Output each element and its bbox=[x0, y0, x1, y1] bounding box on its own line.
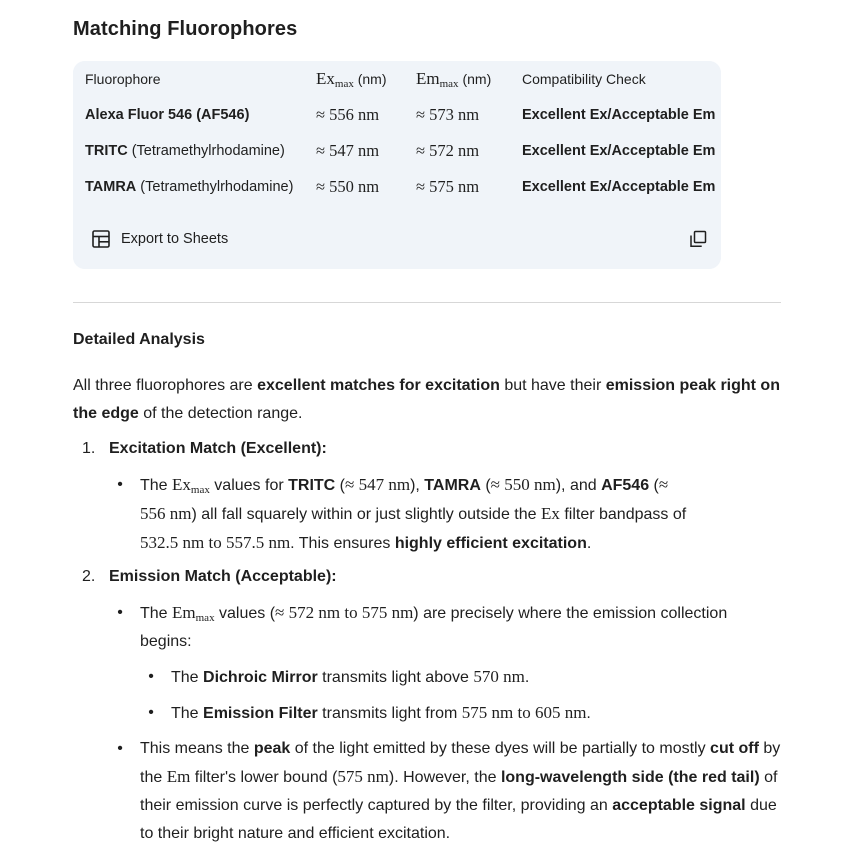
cell-ex-max: ≈ 556 nm bbox=[316, 105, 380, 124]
export-label: Export to Sheets bbox=[121, 231, 229, 247]
header-em-symbol: $Em_{max}$ bbox=[416, 69, 459, 90]
list-label: Emission Match (Acceptable): bbox=[109, 568, 337, 585]
cell-em-max: ≈ 573 nm bbox=[416, 105, 480, 124]
export-to-sheets-button[interactable] bbox=[91, 228, 228, 250]
table-row bbox=[73, 133, 721, 169]
cell-compatibility: Excellent Ex/Acceptable Em bbox=[522, 143, 716, 159]
header-ex-symbol: $Ex_{max}$ bbox=[316, 69, 354, 90]
table-row bbox=[73, 97, 721, 133]
bullet-dot: • bbox=[117, 740, 123, 757]
copy-table-button[interactable] bbox=[689, 230, 707, 248]
table-row bbox=[73, 169, 721, 205]
header-em-max: $Em_{max}$ (nm) bbox=[416, 69, 492, 90]
analysis-heading: Detailed Analysis bbox=[73, 331, 205, 348]
cell-compatibility: Excellent Ex/Acceptable Em bbox=[522, 107, 716, 123]
analysis-intro: All three fluorophores are excellent matches for excitation but have their emission peak right on the edge of the detection range. bbox=[73, 377, 780, 422]
bullet-dot: • bbox=[117, 476, 123, 493]
table-body bbox=[73, 61, 721, 206]
list-label: Excitation Match (Excellent): bbox=[109, 440, 327, 457]
list-number: 1. bbox=[82, 440, 96, 457]
bullet-text: The $Em_{max}$ values (≈ 572 nm to 575 nm) are precisely where the emission collection begins: bbox=[140, 603, 728, 650]
fluorophore-table bbox=[73, 61, 721, 269]
bullet-text: The Emission Filter transmits light from 575 nm to 605 nm. bbox=[171, 703, 591, 722]
sheets-table-icon bbox=[91, 229, 111, 249]
bullet-text: This means the peak of the light emitted by these dyes will be partially to mostly cut off by the Em filter's lower bound (575 nm). However, the long-wavelength side (the red tail) of their emission curve is perfectly captured by the filter, providing an acceptable signal due to their bright nature and efficient excitation. bbox=[140, 740, 781, 842]
section-title: Matching Fluorophores bbox=[73, 18, 298, 40]
cell-fluorophore: TRITC (Tetramethylrhodamine) bbox=[85, 143, 285, 159]
header-ex-max: $Ex_{max}$ (nm) bbox=[316, 69, 387, 90]
section-divider bbox=[73, 302, 781, 303]
bullet-text: The Dichroic Mirror transmits light above 570 nm. bbox=[171, 667, 530, 686]
header-compatibility: Compatibility Check bbox=[522, 71, 646, 87]
table-footer bbox=[73, 206, 721, 269]
bullet-text: The $Ex_{max}$ values for TRITC (≈ 547 nm), TAMRA (≈ 550 nm), and AF546 (≈ 556 nm) all fall squarely within or just slightly outside the Ex filter bandpass of 532.5 nm to 557.5 nm. This ensures highly efficient excitation. bbox=[140, 475, 687, 552]
cell-compatibility: Excellent Ex/Acceptable Em bbox=[522, 179, 716, 195]
bullet-dot: • bbox=[148, 668, 154, 685]
list-number: 2. bbox=[82, 568, 96, 585]
cell-ex-max: ≈ 547 nm bbox=[316, 141, 380, 160]
header-fluorophore: Fluorophore bbox=[85, 71, 161, 87]
copy-icon bbox=[689, 230, 707, 248]
cell-em-max: ≈ 575 nm bbox=[416, 177, 480, 196]
cell-fluorophore: TAMRA (Tetramethylrhodamine) bbox=[85, 179, 294, 195]
table-header-row bbox=[73, 61, 721, 97]
cell-fluorophore: Alexa Fluor 546 (AF546) bbox=[85, 107, 250, 123]
cell-ex-max: ≈ 550 nm bbox=[316, 177, 380, 196]
bullet-dot: • bbox=[117, 604, 123, 621]
bullet-dot: • bbox=[148, 704, 154, 721]
cell-em-max: ≈ 572 nm bbox=[416, 141, 480, 160]
